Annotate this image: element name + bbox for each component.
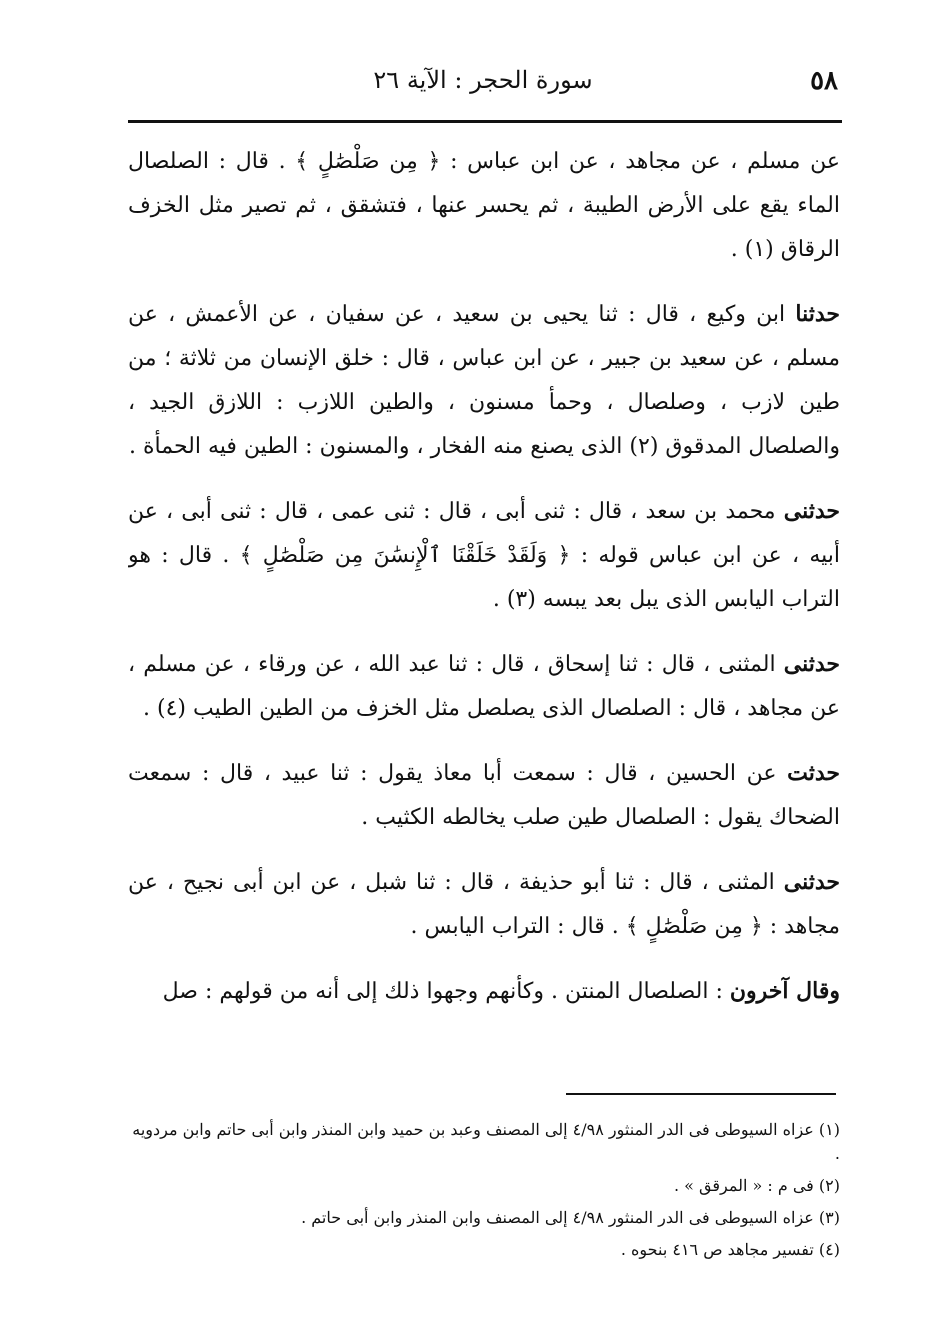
paragraph-text: المثنى ، قال : ثنا إسحاق ، قال : ثنا عبد الله ، عن ورقاء ، عن مسلم ، عن مجاهد ، قال : الصلصال الذى يصلصل مثل الخزف من الطين الطيب (٤) . (128, 652, 840, 721)
paragraph-text: : الصلصال المنتن . وكأنهم وجهوا ذلك إلى أنه من قولهم : صل (162, 979, 723, 1004)
page-number: ٥٨ (810, 66, 838, 96)
paragraph (128, 140, 840, 272)
paragraph-text: محمد بن سعد ، قال : ثنى أبى ، قال : ثنى عمى ، قال : ثنى أبى ، عن أبيه ، عن ابن عباس قوله : ﴿ وَلَقَدْ خَلَقْنَا ٱلْإِنسَٰنَ مِن صَلْصَٰلٍ ﴾ . قال : هو التراب اليابس الذى يبل بعد يبسه (٣) . (128, 499, 840, 612)
footnotes (128, 1118, 840, 1278)
chapter-title: سورة الحجر : الآية ٢٦ (373, 66, 593, 94)
paragraph-lead: حدثت (787, 760, 840, 786)
paragraph (128, 292, 840, 469)
paragraph-lead: حدثنا (795, 301, 840, 327)
footnote: (٣) عزاه السيوطى فى الدر المنثور ٤/٩٨ إلى المصنف وابن المنذر وابن أبى حاتم . (301, 1208, 840, 1227)
paragraph-text: المثنى ، قال : ثنا أبو حذيفة ، قال : ثنا شبل ، عن ابن أبى نجيح ، عن مجاهد : ﴿ مِن صَلْصَٰلٍ ﴾ . قال : التراب اليابس . (128, 870, 840, 939)
paragraph (128, 642, 840, 731)
paragraph-lead: وقال آخرون (729, 978, 840, 1004)
paragraph-lead: حدثنى (783, 651, 840, 677)
header-rule (128, 120, 842, 123)
paragraph (128, 969, 840, 1014)
footnote-rule (566, 1093, 836, 1095)
paragraph (128, 489, 840, 622)
paragraph-text: ابن وكيع ، قال : ثنا يحيى بن سعيد ، عن سفيان ، عن الأعمش ، عن مسلم ، عن سعيد بن جبير ، عن ابن عباس ، قال : خلق الإنسان من ثلاثة ؛ من طين لازب ، وصلصال ، وحمأ مسنون ، والطين اللازب : اللازق الجيد ، والصلصال المدقوق (٢) الذى يصنع منه الفخار ، والمسنون : الطين فيه الحمأة . (128, 302, 840, 459)
paragraph (128, 751, 840, 840)
footnote: (٢) فى م : « المرقق » . (673, 1176, 840, 1195)
paragraph (128, 860, 840, 949)
paragraph-lead: حدثنى (783, 498, 840, 524)
footnote: (٤) تفسير مجاهد ص ٤١٦ بنحوه . (620, 1240, 840, 1259)
main-text (128, 140, 840, 1070)
paragraph-text: عن الحسين ، قال : سمعت أبا معاذ يقول : ثنا عبيد ، قال : سمعت الضحاك يقول : الصلصال طين صلب يخالطه الكثيب . (128, 761, 840, 830)
running-header (128, 62, 838, 102)
paragraph-lead: حدثنى (783, 869, 840, 895)
paragraph-text: عن مسلم ، عن مجاهد ، عن ابن عباس : ﴿ مِن صَلْصَٰلٍ ﴾ . قال : الصلصال الماء يقع على الأرض الطيبة ، ثم يحسر عنها ، فتشقق ، ثم تصير مثل الخزف الرقاق (١) . (128, 149, 840, 262)
footnote: (١) عزاه السيوطى فى الدر المنثور ٤/٩٨ إلى المصنف وعبد بن حميد وابن المنذر وابن أبى حاتم وابن مردويه . (132, 1120, 840, 1163)
